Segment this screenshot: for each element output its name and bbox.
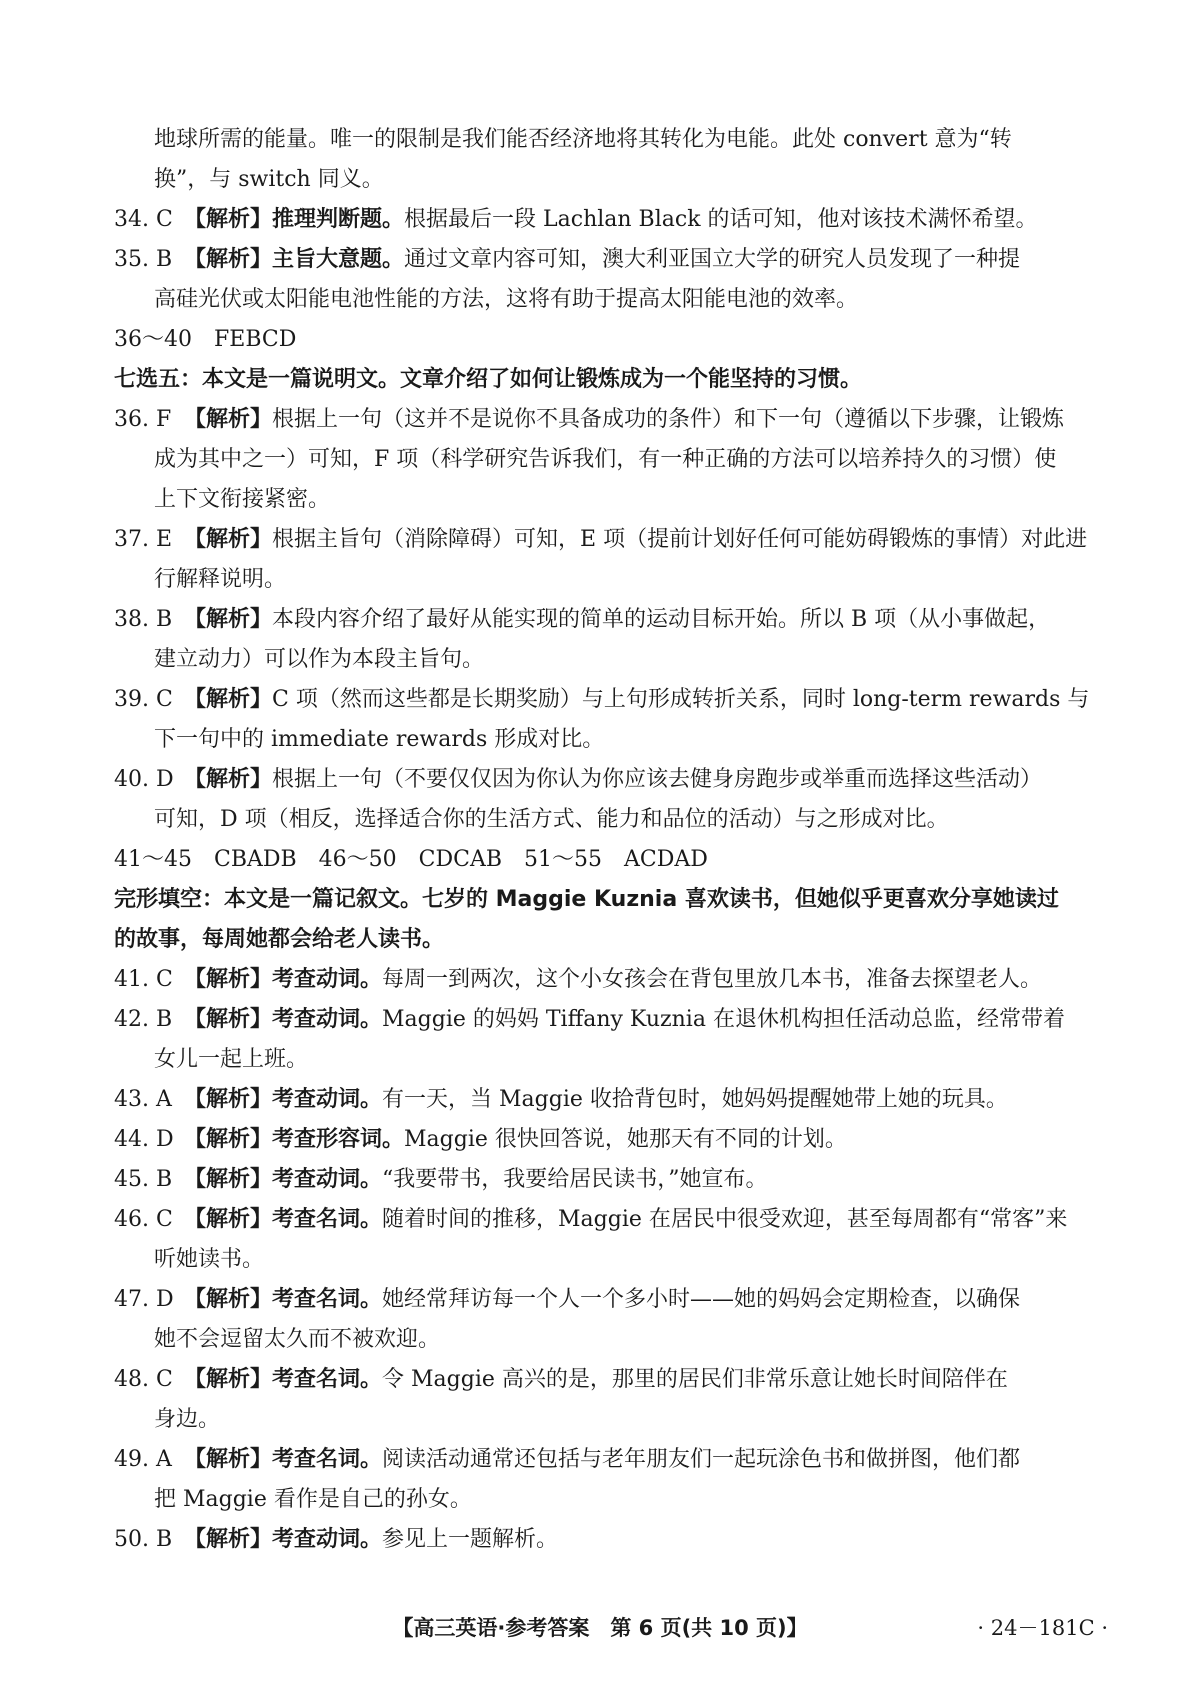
answer-number: 38. B	[114, 607, 173, 632]
question-type: 主旨大意题。	[272, 247, 405, 272]
text-line: 上下文衔接紧密。	[154, 487, 331, 512]
answer-number: 40. D	[114, 767, 174, 792]
text-line: 可知，D 项（相反，选择适合你的生活方式、能力和品位的活动）与之形成对比。	[154, 807, 949, 832]
explanation-text: “我要带书，我要给居民读书，”她宣布。	[382, 1167, 768, 1192]
analysis-tag: 【解析】	[184, 1207, 273, 1232]
analysis-tag: 【解析】	[184, 1367, 273, 1392]
answer-number: 50. B	[114, 1527, 173, 1552]
explanation-text: 根据最后一段 Lachlan Black 的话可知，他对该技术满怀希望。	[404, 207, 1038, 232]
text-line: 身边。	[154, 1407, 221, 1432]
answer-summary-36-40: 36～40 FEBCD	[114, 327, 297, 352]
explanation-text: Maggie 很快回答说，她那天有不同的计划。	[404, 1127, 847, 1152]
answer-number: 37. E	[114, 527, 173, 552]
answer-number: 35. B	[114, 247, 173, 272]
answer-item-45	[114, 1160, 1094, 1200]
answer-number: 49. A	[114, 1447, 172, 1472]
text-line: 下一句中的 immediate rewards 形成对比。	[154, 727, 605, 752]
text-line: 女儿一起上班。	[154, 1047, 309, 1072]
question-type: 考查动词。	[272, 967, 383, 992]
analysis-tag: 【解析】	[184, 527, 273, 552]
analysis-tag: 【解析】	[184, 407, 273, 432]
question-type: 考查名词。	[272, 1367, 383, 1392]
analysis-tag: 【解析】	[184, 247, 273, 272]
question-type: 考查动词。	[272, 1087, 383, 1112]
text-line: 换”，与 switch 同义。	[154, 167, 384, 192]
analysis-tag: 【解析】	[184, 607, 273, 632]
answer-item-42	[114, 1000, 1094, 1040]
text-line: 她不会逗留太久而不被欢迎。	[154, 1327, 441, 1352]
explanation-text: 她经常拜访每一个人一个多小时——她的妈妈会定期检查，以确保	[382, 1287, 1021, 1312]
section-heading-cloze: 完形填空：本文是一篇记叙文。七岁的 Maggie Kuznia 喜欢读书，但她似乎更喜欢分享她读过	[114, 887, 1059, 912]
answer-number: 41. C	[114, 967, 173, 992]
analysis-tag: 【解析】	[184, 967, 273, 992]
analysis-tag: 【解析】	[184, 1007, 273, 1032]
answer-number: 36. F	[114, 407, 172, 432]
question-type: 考查名词。	[272, 1287, 383, 1312]
analysis-tag: 【解析】	[184, 1087, 273, 1112]
text-line: 把 Maggie 看作是自己的孙女。	[154, 1487, 472, 1512]
question-type: 考查名词。	[272, 1207, 383, 1232]
analysis-tag: 【解析】	[184, 1527, 273, 1552]
explanation-text: C 项（然而这些都是长期奖励）与上句形成转折关系，同时 long-term rewards 与	[272, 687, 1090, 712]
analysis-tag: 【解析】	[184, 687, 273, 712]
answer-number: 48. C	[114, 1367, 173, 1392]
explanation-text: 本段内容介绍了最好从能实现的简单的运动目标开始。所以 B 项（从小事做起，	[272, 607, 1051, 632]
explanation-text: 参见上一题解析。	[382, 1527, 559, 1552]
question-type: 考查形容词。	[272, 1127, 405, 1152]
text-line: 建立动力）可以作为本段主旨句。	[154, 647, 485, 672]
answer-item-47	[114, 1280, 1094, 1320]
footer-code: · 24－181C ·	[977, 1616, 1108, 1640]
question-type: 考查名词。	[272, 1447, 383, 1472]
answer-item-40	[114, 760, 1094, 800]
text-line: 成为其中之一）可知，F 项（科学研究告诉我们，有一种正确的方法可以培养持久的习惯）使	[154, 447, 1057, 472]
answer-item-49	[114, 1440, 1094, 1480]
answer-item-46	[114, 1200, 1094, 1240]
explanation-text: 每周一到两次，这个小女孩会在背包里放几本书，准备去探望老人。	[382, 967, 1043, 992]
question-type: 考查动词。	[272, 1007, 383, 1032]
answer-item-36	[114, 400, 1094, 440]
explanation-text: 令 Maggie 高兴的是，那里的居民们非常乐意让她长时间陪伴在	[382, 1367, 1008, 1392]
answer-summary-41-55: 41～45 CBADB 46～50 CDCAB 51～55 ACDAD	[114, 847, 708, 872]
page-footer	[0, 1608, 1200, 1648]
analysis-tag: 【解析】	[184, 1127, 273, 1152]
question-type: 推理判断题。	[272, 207, 405, 232]
section-heading-cloze-cont: 的故事，每周她都会给老人读书。	[114, 927, 445, 952]
analysis-tag: 【解析】	[184, 1167, 273, 1192]
analysis-tag: 【解析】	[184, 1287, 273, 1312]
answer-number: 47. D	[114, 1287, 174, 1312]
explanation-text: 随着时间的推移，Maggie 在居民中很受欢迎，甚至每周都有“常客”来	[382, 1207, 1068, 1232]
analysis-tag: 【解析】	[184, 767, 273, 792]
section-heading-seven-choose-five: 七选五：本文是一篇说明文。文章介绍了如何让锻炼成为一个能坚持的习惯。	[114, 367, 863, 392]
answer-number: 44. D	[114, 1127, 174, 1152]
explanation-text: 通过文章内容可知，澳大利亚国立大学的研究人员发现了一种提	[404, 247, 1021, 272]
answer-item-39	[114, 680, 1094, 720]
answer-item-48	[114, 1360, 1094, 1400]
text-line: 行解释说明。	[154, 567, 287, 592]
analysis-tag: 【解析】	[184, 1447, 273, 1472]
explanation-text: 有一天，当 Maggie 收拾背包时，她妈妈提醒她带上她的玩具。	[382, 1087, 1008, 1112]
answer-item-50	[114, 1520, 1094, 1560]
question-type: 考查动词。	[272, 1527, 383, 1552]
page-content	[114, 120, 1094, 1560]
answer-item-34	[114, 200, 1094, 240]
answer-number: 43. A	[114, 1087, 172, 1112]
explanation-text: 根据上一句（这并不是说你不具备成功的条件）和下一句（遵循以下步骤，让锻炼	[272, 407, 1065, 432]
text-line: 听她读书。	[154, 1247, 265, 1272]
explanation-text: Maggie 的妈妈 Tiffany Kuznia 在退休机构担任活动总监，经常带着	[382, 1007, 1065, 1032]
answer-number: 34. C	[114, 207, 173, 232]
text-line: 高硅光伏或太阳能电池性能的方法，这将有助于提高太阳能电池的效率。	[154, 287, 859, 312]
answer-number: 46. C	[114, 1207, 173, 1232]
footer-page-info: 【高三英语·参考答案 第 6 页(共 10 页)】	[392, 1616, 808, 1640]
answer-item-43	[114, 1080, 1094, 1120]
text-line: 地球所需的能量。唯一的限制是我们能否经济地将其转化为电能。此处 convert 意为“转	[154, 127, 1012, 152]
explanation-text: 根据主旨句（消除障碍）可知，E 项（提前计划好任何可能妨碍锻炼的事情）对此进	[272, 527, 1088, 552]
answer-item-44	[114, 1120, 1094, 1160]
answer-number: 39. C	[114, 687, 173, 712]
explanation-text: 阅读活动通常还包括与老年朋友们一起玩涂色书和做拼图，他们都	[382, 1447, 1021, 1472]
answer-number: 42. B	[114, 1007, 173, 1032]
answer-item-38	[114, 600, 1094, 640]
answer-number: 45. B	[114, 1167, 173, 1192]
answer-item-37	[114, 520, 1094, 560]
explanation-text: 根据上一句（不要仅仅因为你认为你应该去健身房跑步或举重而选择这些活动）	[272, 767, 1043, 792]
analysis-tag: 【解析】	[184, 207, 273, 232]
answer-item-35	[114, 240, 1094, 280]
question-type: 考查动词。	[272, 1167, 383, 1192]
answer-item-41	[114, 960, 1094, 1000]
